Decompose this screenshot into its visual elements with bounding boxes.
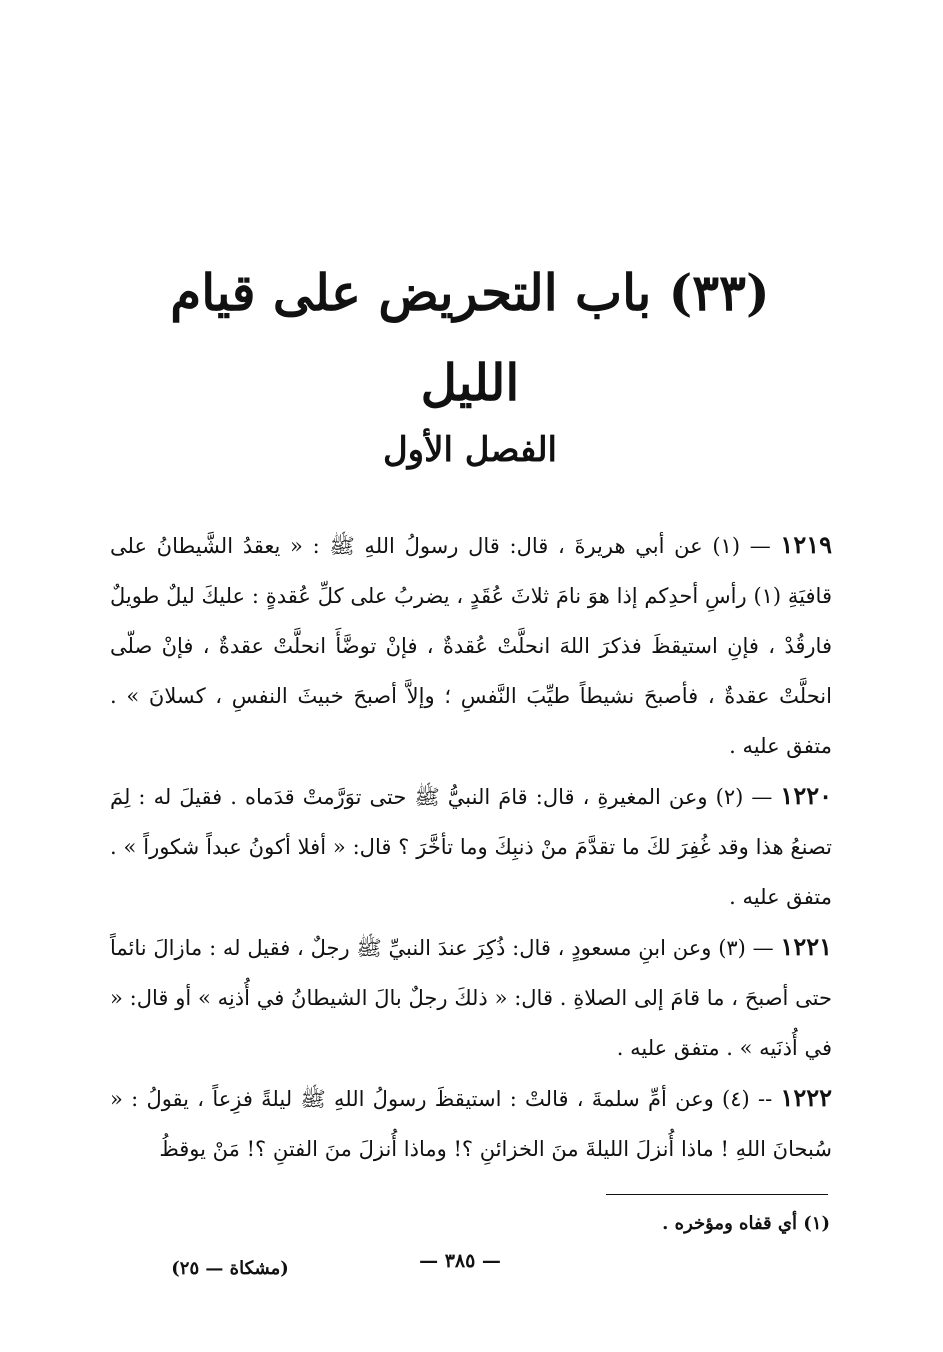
hadith-1219 bbox=[110, 520, 832, 771]
hadith-number: ١٢١٩ bbox=[780, 530, 832, 559]
hadith-number: ١٢٢٠ bbox=[780, 781, 832, 810]
hadith-text: -- (٤) وعن أمِّ سلمةَ ، قالتْ : استيقظَ رسولُ اللهِ ﷺ ليلةً فزِعاً ، يقولُ : « سُبحانَ اللهِ ! ماذا أُنزلَ الليلةَ منَ الخزائنِ ؟! وماذا أُنزلَ منَ الفتنِ ؟! مَنْ يوقظُ bbox=[110, 1087, 832, 1161]
page-number: — ٣٨٥ — bbox=[419, 1250, 501, 1272]
hadith-text: — (١) عن أبي هريرةَ ، قال: قال رسولُ اللهِ ﷺ : « يعقدُ الشَّيطانُ على قافيَةِ (١) رأسِ أحدِكم إذا هوَ نامَ ثلاثَ عُقَدٍ ، يضربُ على كلِّ عُقدةٍ : عليكَ ليلٌ طويلٌ فارقُدْ ، فإنِ استيقظَ فذكرَ اللهَ انحلَّتْ عُقدةٌ ، فإنْ توضَّأَ انحلَّتْ عقدةٌ ، فإنْ صلّى انحلَّتْ عقدةٌ ، فأصبحَ نشيطاً طيِّبَ النَّفسِ ؛ وإلاَّ أصبحَ خبيثَ النفسِ ، كسلانَ » . متفق عليه . bbox=[110, 534, 832, 758]
hadith-text: — (٣) وعن ابنِ مسعودٍ ، قال: ذُكِرَ عندَ النبيِّ ﷺ رجلٌ ، فقيل له : مازالَ نائماً حتى أصبحَ ، ما قامَ إلى الصلاةِ . قال: « ذلكَ رجلٌ بالَ الشيطانُ في أُذنِه » أو قال: « في أُذنَيه » . متفق عليه . bbox=[110, 936, 832, 1060]
hadith-1222 bbox=[110, 1073, 832, 1174]
hadith-body bbox=[110, 520, 832, 1174]
hadith-number: ١٢٢١ bbox=[780, 932, 832, 961]
hadith-number: ١٢٢٢ bbox=[780, 1083, 832, 1112]
footnote: (١) أي قفاه ومؤخره . bbox=[662, 1213, 830, 1234]
signature-mark: (مشكاة — ٢٥) bbox=[171, 1258, 289, 1279]
hadith-text: — (٢) وعن المغيرةِ ، قال: قامَ النبيُّ ﷺ حتى توَرَّمتْ قدَماه . فقيلَ له : لِمَ تصنعُ هذا وقد غُفِرَ لكَ ما تقدَّمَ منْ ذنبِكَ وما تأخَّرَ ؟ قال: « أفلا أكونُ عبداً شكوراً » . متفق عليه . bbox=[110, 785, 832, 909]
chapter-title: (٣٣) باب التحريض على قيام الليل bbox=[170, 263, 770, 412]
hadith-1221 bbox=[110, 922, 832, 1073]
footnote-divider bbox=[606, 1194, 828, 1195]
hadith-1220 bbox=[110, 771, 832, 922]
section-title: الفصل الأول bbox=[382, 430, 558, 470]
